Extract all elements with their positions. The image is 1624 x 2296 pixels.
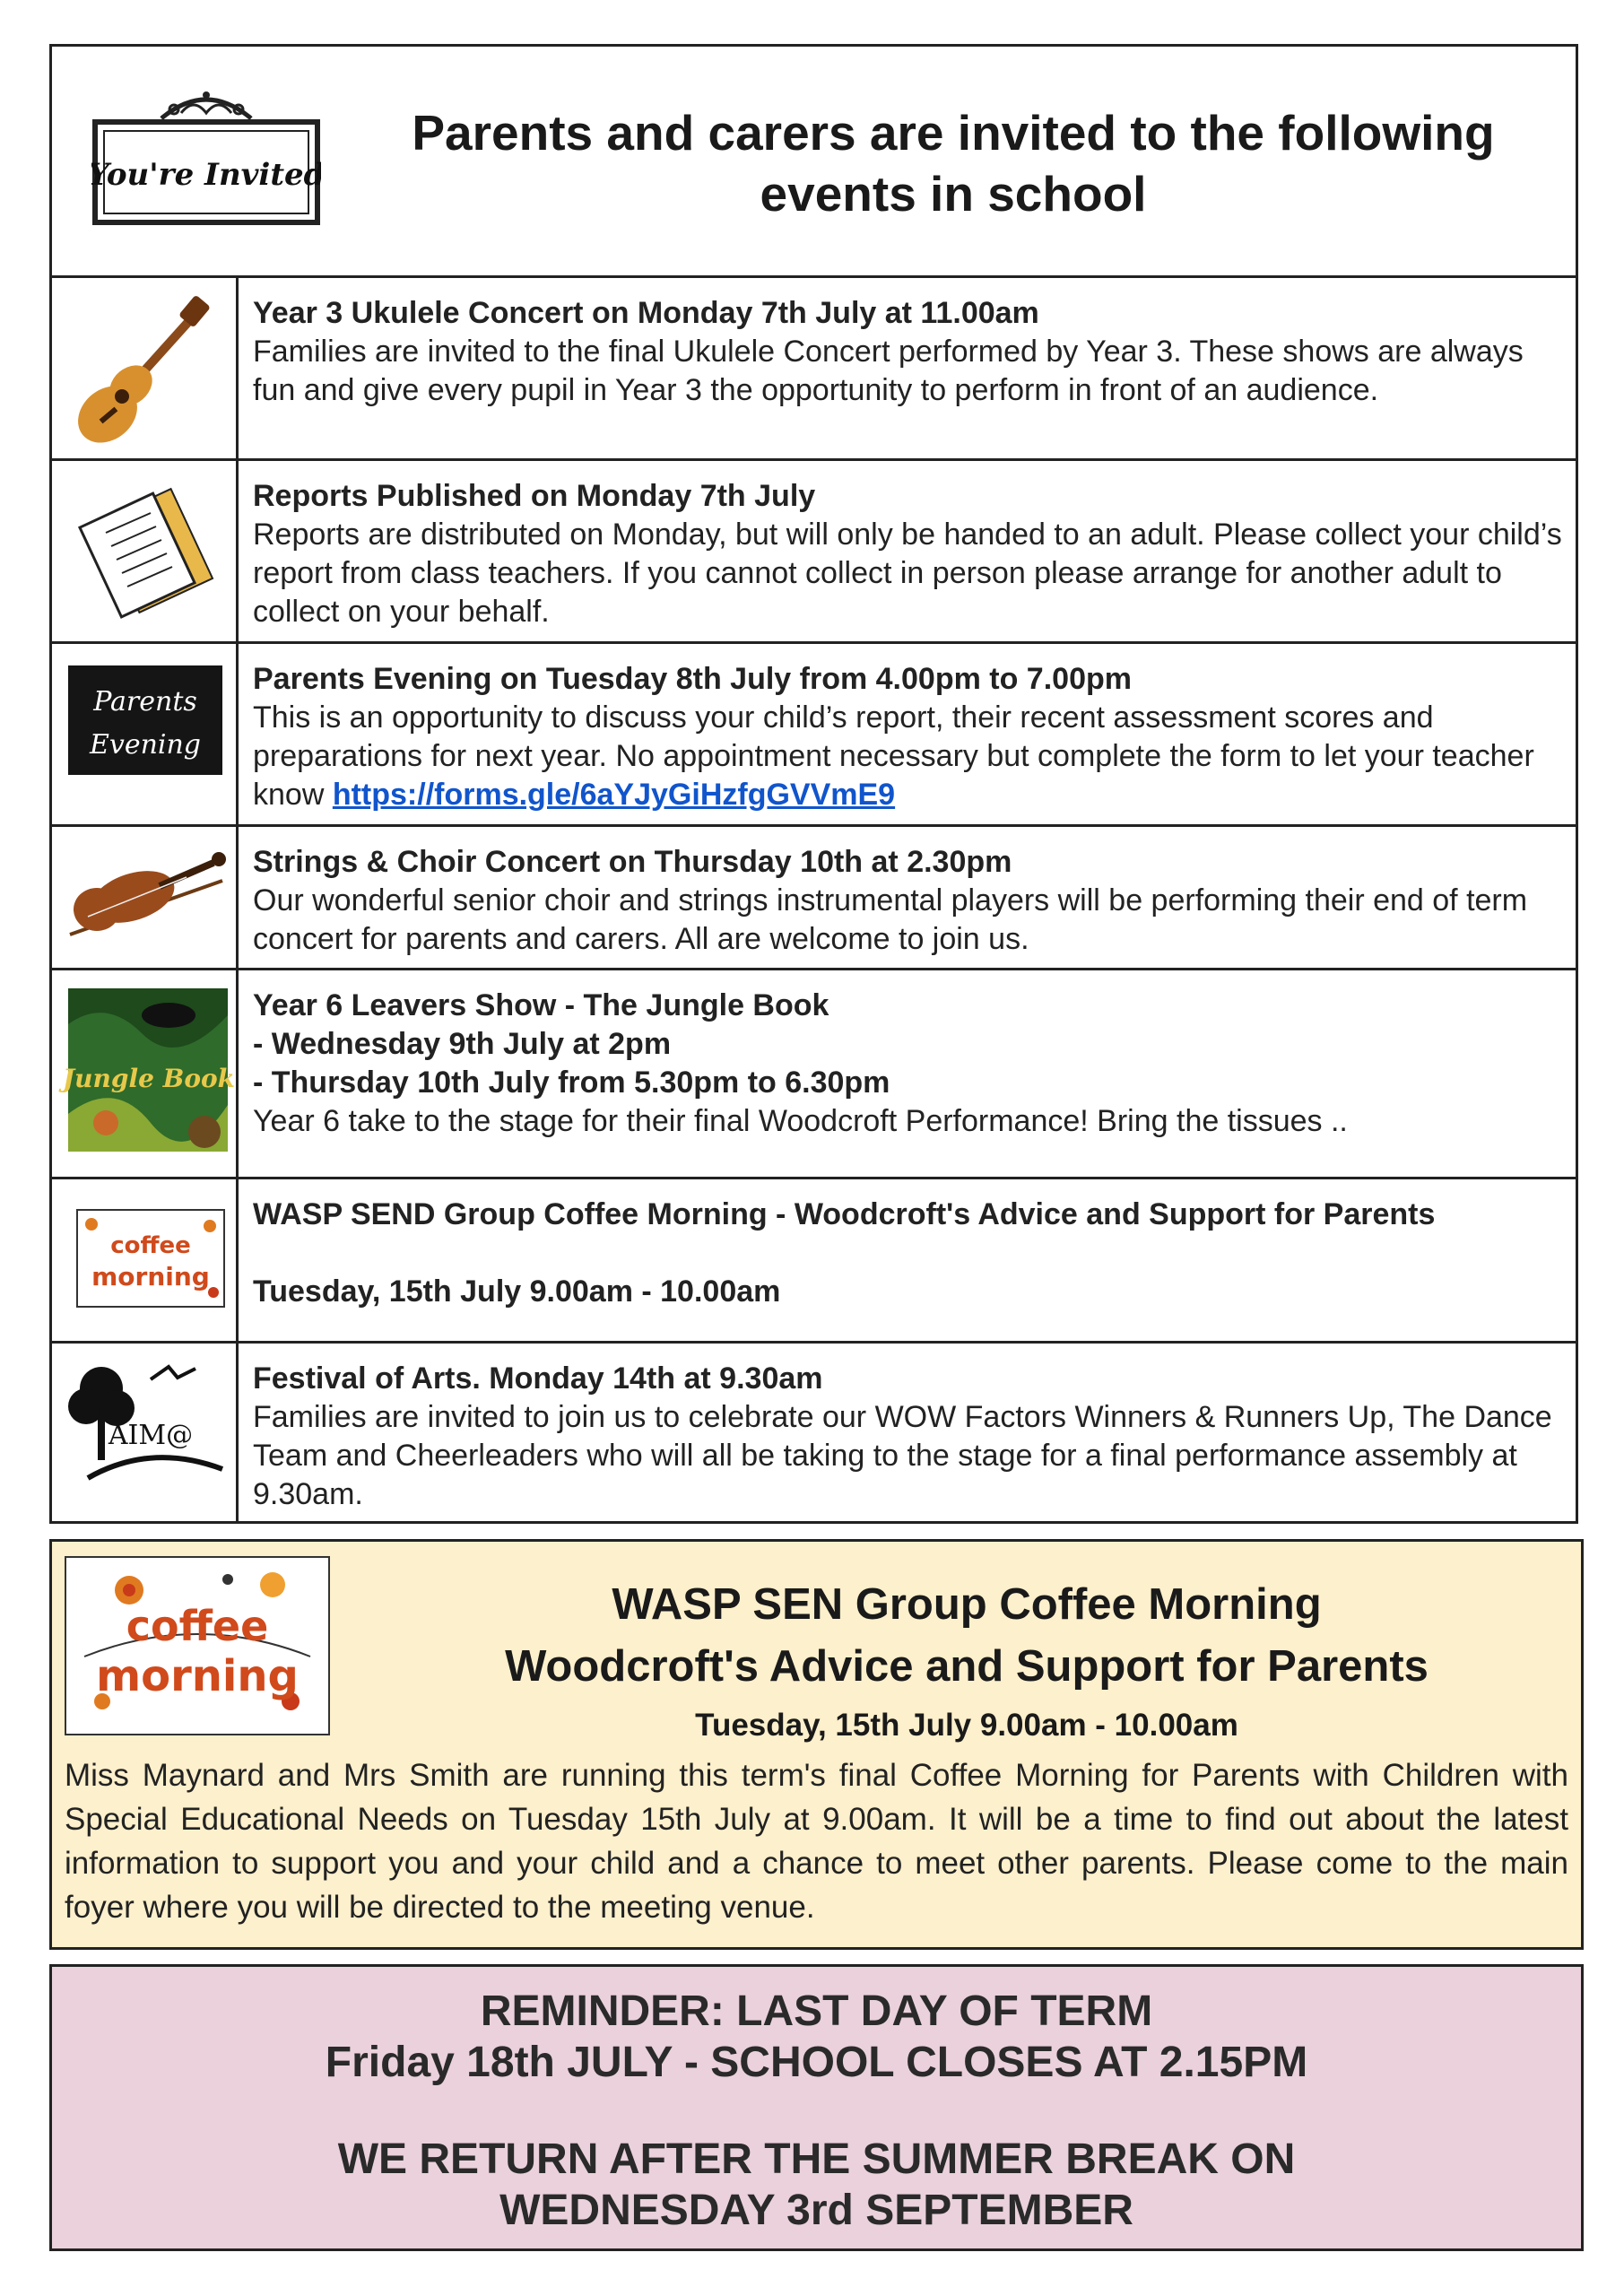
icon-cell xyxy=(52,1179,239,1341)
icon-cell xyxy=(52,461,239,641)
event-row xyxy=(52,827,1576,970)
sign-text-parents: Parents xyxy=(93,686,197,718)
event-description: Year 6 take to the stage for their final Woodcroft Performance! Bring the tissues .. xyxy=(253,1104,1348,1138)
event-description: Reports are distributed on Monday, but will only be handed to an adult. Please collect your child’s report from class teachers. If you cannot collect in person please arrange for another adult to collect on your behalf. xyxy=(253,517,1562,629)
event-row xyxy=(52,278,1576,461)
youre-invited-badge xyxy=(91,83,321,228)
event-title: WASP SEND Group Coffee Morning - Woodcroft's Advice and Support for Parents xyxy=(253,1197,1436,1231)
badge-text: You're Invited xyxy=(91,157,321,193)
ukulele-icon xyxy=(52,278,239,461)
show-date-1: - Wednesday 9th July at 2pm xyxy=(253,1027,672,1061)
event-title: Strings & Choir Concert on Thursday 10th at 2.30pm xyxy=(253,845,1012,879)
event-row xyxy=(52,1344,1576,1524)
header-row xyxy=(52,47,1576,278)
coffee-morning-logo xyxy=(52,1179,239,1344)
icon-cell xyxy=(52,827,239,968)
logo-text-morning: morning xyxy=(96,1651,299,1701)
events-table xyxy=(49,44,1578,1524)
reminder-line-3: WE RETURN AFTER THE SUMMER BREAK ON xyxy=(337,2135,1296,2183)
logo-text-coffee: coffee xyxy=(110,1232,191,1259)
coffee-morning-logo xyxy=(65,1556,330,1735)
icon-cell xyxy=(52,1344,239,1524)
logo-text-morning: morning xyxy=(91,1262,210,1292)
coffee-title-line1: WASP SEN Group Coffee Morning xyxy=(612,1580,1322,1629)
show-date-2: - Thursday 10th July from 5.30pm to 6.30pm xyxy=(253,1065,890,1100)
cover-title-text: Jungle Book xyxy=(62,1064,236,1093)
icon-cell xyxy=(52,278,239,458)
event-description: Families are invited to the final Ukulele Concert performed by Year 3. These shows are always fun and give every pupil in Year 3 the opportunity to perform in front of an audience. xyxy=(253,335,1524,407)
event-description xyxy=(253,699,1563,814)
coffee-morning-date: Tuesday, 15th July 9.00am - 10.00am xyxy=(695,1708,1238,1743)
coffee-morning-title xyxy=(384,1574,1550,1698)
icon-cell xyxy=(52,644,239,824)
form-link[interactable]: https://forms.gle/6aYJyGiHzfgGVVmE9 xyxy=(332,778,896,812)
reminder-line-2: Friday 18th JULY - SCHOOL CLOSES AT 2.15PM xyxy=(325,2039,1308,2086)
event-title: Parents Evening on Tuesday 8th July from 4.00pm to 7.00pm xyxy=(253,662,1132,696)
event-title: Festival of Arts. Monday 14th at 9.30am xyxy=(253,1361,823,1396)
event-date: Tuesday, 15th July 9.00am - 10.00am xyxy=(253,1274,781,1309)
event-title: Reports Published on Monday 7th July xyxy=(253,479,816,513)
report-papers-icon xyxy=(52,461,239,644)
event-title: Year 6 Leavers Show - The Jungle Book xyxy=(253,988,829,1022)
jungle-book-cover xyxy=(52,970,239,1179)
event-description-text: This is an opportunity to discuss your child’s report, their recent assessment scores and preparations for next year. No appointment necessary but complete the form to let your teacher know xyxy=(253,700,1534,812)
logo-text-coffee: coffee xyxy=(126,1602,269,1650)
event-title: Year 3 Ukulele Concert on Monday 7th July at 11.00am xyxy=(253,296,1039,330)
event-description: Our wonderful senior choir and strings instrumental players will be performing their end of term concert for parents and carers. All are welcome to join us. xyxy=(253,883,1528,956)
parents-evening-sign xyxy=(52,644,239,827)
event-row xyxy=(52,1179,1576,1344)
aim-logo-text: AIM@ xyxy=(108,1420,194,1451)
violin-icon xyxy=(52,827,239,970)
aim-tree-logo xyxy=(52,1344,239,1524)
coffee-morning-description: Miss Maynard and Mrs Smith are running this term's final Coffee Morning for Parents with Children with Special Educational Needs on Tuesday 15th July at 9.00am. It will be a time to find out about the latest information to support you and your child and a chance to meet other parents. Please come to the main foyer where you will be directed to the meeting venue. xyxy=(65,1758,1568,1925)
page-title: Parents and carers are invited to the following events in school xyxy=(412,105,1495,222)
coffee-morning-section xyxy=(49,1539,1584,1950)
reminder-section xyxy=(49,1964,1584,2251)
icon-cell xyxy=(52,970,239,1177)
event-row xyxy=(52,970,1576,1179)
sign-text-evening: Evening xyxy=(89,729,202,761)
event-row xyxy=(52,644,1576,827)
reminder-line-1: REMINDER: LAST DAY OF TERM xyxy=(480,1987,1153,2035)
reminder-line-4: WEDNESDAY 3rd SEPTEMBER xyxy=(499,2187,1133,2234)
coffee-title-line2: Woodcroft's Advice and Support for Parents xyxy=(505,1642,1429,1691)
event-row xyxy=(52,461,1576,644)
event-description: Families are invited to join us to celebrate our WOW Factors Winners & Runners Up, The Dance Team and Cheerleaders who will all be taking to the stage for a final performance assembly at 9.30am. xyxy=(253,1400,1552,1511)
